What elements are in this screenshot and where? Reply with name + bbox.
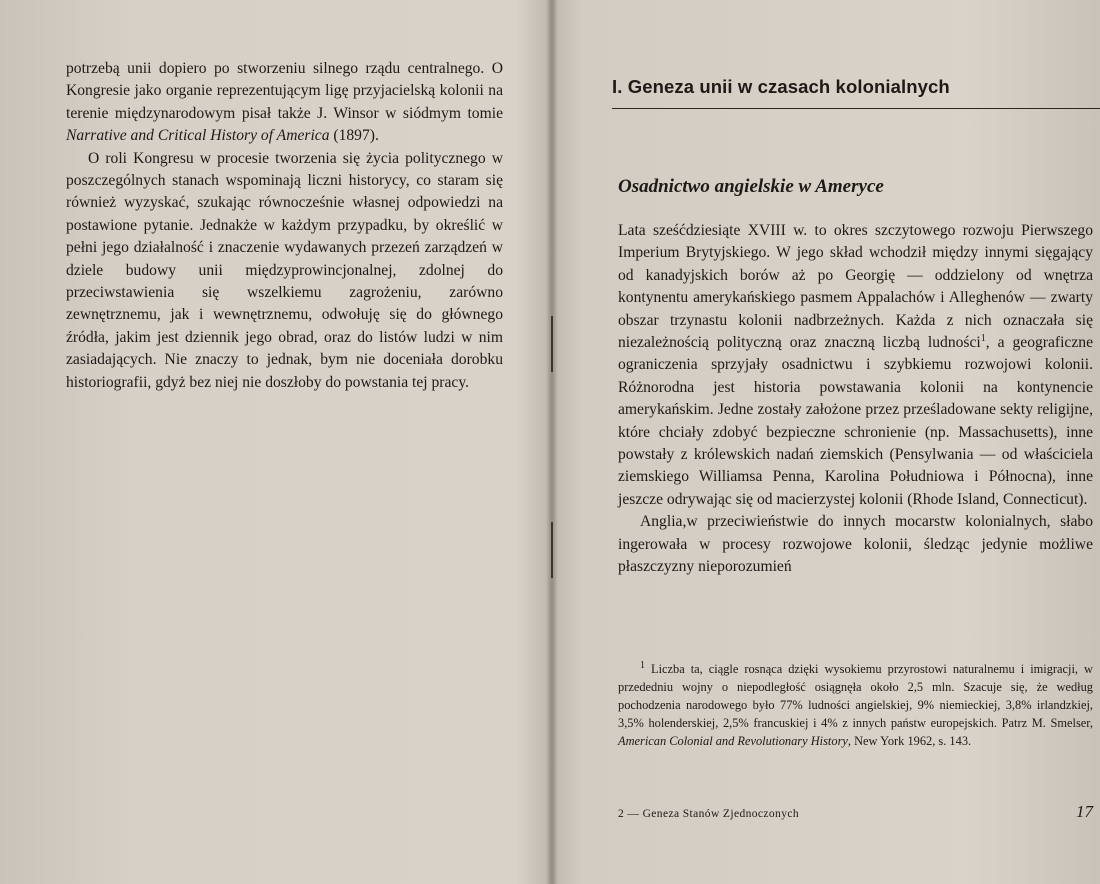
left-paragraph-1-end: (1897). [329, 127, 379, 145]
footnote-italic-title: American Colonial and Revolutionary History [618, 734, 848, 748]
section-title: Osadnictwo angielskie w Ameryce [618, 176, 884, 197]
footnote-marker: 1 [640, 659, 645, 671]
chapter-rule [612, 108, 1100, 109]
footnote-text-a: Liczba ta, ciągle rosnąca dzięki wysokiemu przyrostowi naturalnemu i imigracji, w przededniu wojny o niepodległość osiągnęła około 2,5 mln. Szacuje się, że według pochodzenia narodowego było 77% ludności angielskiej, 9% niemieckiej, 3,8% irlandzkiej, 3,5% holenderskiej, 2,5% francuskiej i 4% z innych państw europejskich. Patrz M. Smelser, [618, 662, 1093, 730]
left-paragraph-2: O roli Kongresu w procesie tworzenia się życia politycznego w poszczególnych stanach wspominają liczni historycy, co staram się również wyzyskać, szukając równocześnie własnej odpowiedzi na postawione pytanie. Jednakże w każdym przypadku, by określić w pełni jego działalność i znaczenie wydawanych przezeń zarządzeń w dziele budowy unii międzyprowincjonalnej, zdolnej do przeciwstawienia się wszelkiemu zagrożeniu, zarówno zewnętrznemu, jak i wewnętrznemu, odwołuję się do głównego źródła, jakim jest dziennik jego obrad, oraz do listów ludzi w nim zasiadających. Nie znaczy to jednak, bym nie doceniała dorobku historiografii, gdyż bez niej nie doszłoby do powstania tej pracy. [66, 149, 503, 391]
footnote-text-b: , New York 1962, s. 143. [847, 734, 972, 748]
right-page-body [618, 220, 1093, 579]
right-paragraph-1-text-b: , a geograficzne ograniczenia sprzyjały osadnictwu i szybkiemu rozwojowi kolonii. Różnorodna jest historia powstawania kolonii na kontynencie amerykańskim. Jedne zostały założone przez prześladowane sekty religijne, które chciały zdobyć bezpieczne schronienie (np. Massachusetts), inne powstały z królewskich nadań ziemskich (Pensylwania — od właściciela ziemskiego Williamsa Penna, Karolina Południowa i Północna), inne jeszcze odrywając się od macierzystej kolonii (Rhode Island, Connecticut). [618, 334, 1093, 508]
left-page-body [66, 58, 503, 394]
footnote [618, 660, 1093, 750]
right-paragraph-1-text-a: Lata sześćdziesiąte XVIII w. to okres szczytowego rozwoju Pierwszego Imperium Brytyjskiego. W jego skład wchodził między innymi sięgający od kanadyjskich borów aż po Georgię — oddzielony od wnętrza kontynentu amerykańskiego pasmem Appalachów i Alleghenów — zwarty obszar trzynastu kolonii nadbrzeżnych. Każda z nich oznaczała się niezależnością polityczną oraz znaczną liczbą ludności [618, 222, 1093, 352]
running-footer: 2 — Geneza Stanów Zjednoczonych [618, 808, 800, 820]
left-paragraph-1 [66, 58, 503, 148]
footnote-reference: 1 [980, 332, 986, 344]
chapter-title: I. Geneza unii w czasach kolonialnych [612, 76, 950, 97]
right-paragraph-1 [618, 220, 1093, 511]
page-number: 17 [1076, 802, 1093, 821]
left-page [0, 0, 548, 884]
left-paragraph-1-text: potrzebą unii dopiero po stworzeniu silnego rządu centralnego. O Kongresie jako organie reprezentującym ligę przyjacielską kolonii na terenie międzynarodowym pisał także J. Winsor w siódmym tomie [66, 60, 503, 122]
footnote-line [618, 660, 1093, 750]
right-page [556, 0, 1100, 884]
right-paragraph-2: Anglia,w przeciwieństwie do innych mocarstw kolonialnych, słabo ingerowała w procesy rozwojowe kolonii, śledząc jedynie możliwe płaszczyzny nieporozumień [618, 513, 1093, 576]
left-paragraph-1-italic-title: Narrative and Critical History of America [66, 127, 330, 145]
